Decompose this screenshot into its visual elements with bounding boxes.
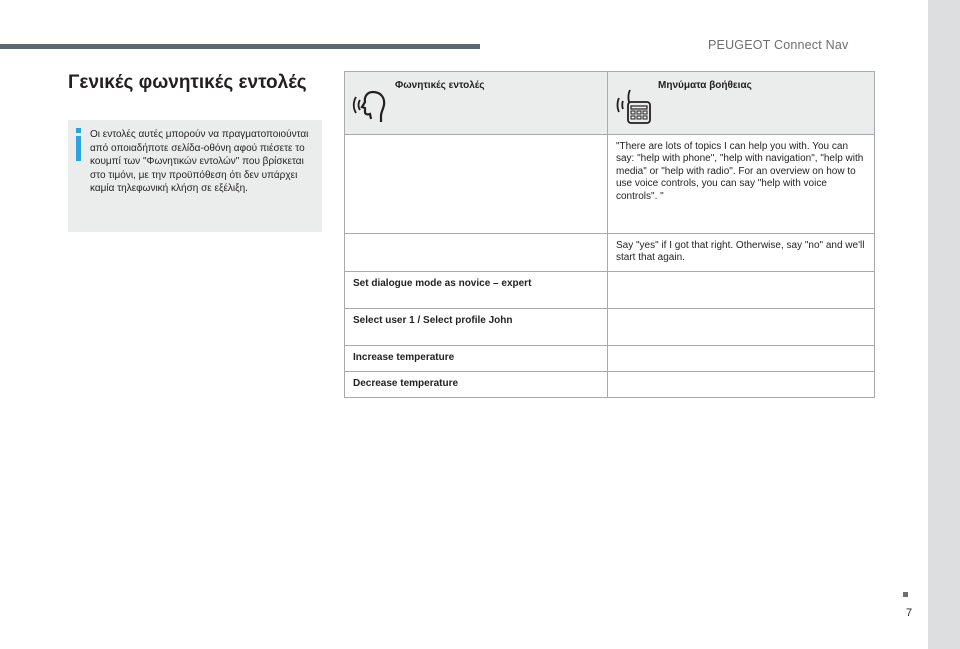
info-box [68,120,322,232]
column-header-help [608,72,875,135]
info-text: Οι εντολές αυτές μπορούν να πραγματοποιούνται από οποιαδήποτε σελίδα-οθόνη αφού πιέσετε το κουμπί των "Φωνητικών εντολών" που βρίσκεται στο τιμόνι, με την προϋπόθεση ότι δεν υπάρχει καμία τηλεφωνική κλήση σε εξέλιξη. [90,129,309,195]
command-cell [345,135,608,234]
header-label-help: Μηνύματα βοήθειας [658,80,752,91]
header-label-commands: Φωνητικές εντολές [395,80,485,91]
help-cell [608,345,875,371]
speaking-head-icon [351,86,391,126]
table-row [345,135,875,234]
table-row [345,308,875,345]
command-cell: Decrease temperature [345,371,608,397]
help-cell [608,308,875,345]
voice-commands-table [344,71,875,398]
page-marker [903,592,908,597]
command-cell: Set dialogue mode as novice – expert [345,271,608,308]
command-cell [345,234,608,272]
column-header-commands [345,72,608,135]
command-cell: Select user 1 / Select profile John [345,308,608,345]
table-row [345,234,875,272]
table-row [345,271,875,308]
help-cell: Say "yes" if I got that right. Otherwise, say "no" and we'll start that again. [608,234,875,272]
side-margin-strip [928,0,960,649]
table-header-row [345,72,875,135]
page-number: 7 [906,607,913,619]
help-cell [608,271,875,308]
help-cell: "There are lots of topics I can help you with. You can say: "help with phone", "help with navigation", "help with media" or "help with radio". For an overview on how to use voice controls, you can say "help with voice controls". " [608,135,875,234]
help-cell [608,371,875,397]
header-rule [0,44,480,49]
info-icon [76,128,82,160]
voice-keypad-icon [614,86,654,126]
section-title: Γενικές φωνητικές εντολές [68,72,307,93]
command-cell: Increase temperature [345,345,608,371]
table-row [345,345,875,371]
product-name: PEUGEOT Connect Nav [708,38,849,52]
table-row [345,371,875,397]
